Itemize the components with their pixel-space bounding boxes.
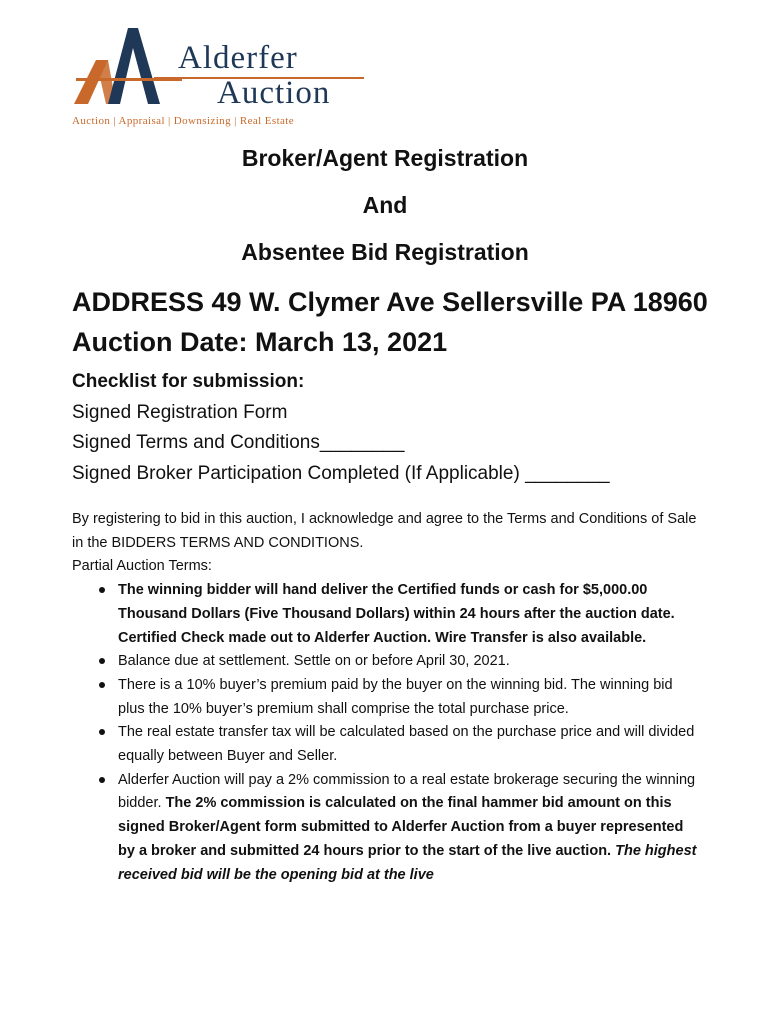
term-item	[72, 769, 702, 888]
checklist-item: Signed Terms and Conditions________	[72, 432, 405, 453]
intro-paragraph: By registering to bid in this auction, I acknowledge and agree to the Terms and Conditions of Sale in the BIDDERS TERMS AND CONDITIONS.	[72, 511, 697, 551]
submission-checklist	[72, 367, 610, 489]
address-line: ADDRESS 49 W. Clymer Ave Sellersville PA 18960	[72, 287, 708, 317]
term-text-bold-italic: The highest received bid will be the opening bid at the live	[118, 842, 697, 883]
terms-section	[72, 508, 702, 887]
title-line-1: Broker/Agent Registration	[241, 145, 529, 171]
property-heading	[72, 282, 708, 362]
checklist-item: Signed Registration Form	[72, 401, 288, 423]
title-line-3: Absentee Bid Registration	[241, 239, 529, 265]
auction-date-line: Auction Date: March 13, 2021	[72, 327, 448, 357]
form-titles	[0, 140, 770, 281]
partial-terms-label: Partial Auction Terms:	[72, 558, 212, 575]
logo-tagline: Auction | Appraisal | Downsizing | Real Estate	[72, 115, 295, 127]
term-text: Alderfer Auction will pay a 2% commission to a real estate brokerage securing the winning bidder.	[118, 771, 696, 812]
term-item: The winning bidder will hand deliver the Certified funds or cash for $5,000.00 Thousand Dollars (Five Thousand Dollars) within 24 hours after the auction date. Certified Check made out to Alderfer Auction. Wire Transfer is also available.	[72, 579, 702, 650]
logo-word-auction: Auction	[217, 75, 331, 111]
checklist-heading: Checklist for submission:	[72, 371, 305, 392]
company-logo	[72, 26, 372, 130]
terms-list	[72, 579, 702, 887]
title-line-2: And	[362, 192, 408, 218]
term-text-bold: The 2% commission is calculated on the final hammer bid amount on this signed Broker/Agent form submitted to Alderfer Auction from a buyer represented by a broker and submitted 24 hours prior to the start of the live auction.	[118, 795, 684, 859]
checklist-item: Signed Broker Participation Completed (If Applicable) ________	[72, 462, 610, 484]
term-item: The real estate transfer tax will be calculated based on the purchase price and will divided equally between Buyer and Seller.	[72, 721, 702, 768]
term-item: There is a 10% buyer’s premium paid by the buyer on the winning bid. The winning bid plus the 10% buyer’s premium shall comprise the total purchase price.	[72, 674, 702, 721]
logo-a-mark-icon	[72, 26, 182, 108]
logo-word-alderfer: Alderfer	[178, 40, 298, 76]
term-item: Balance due at settlement. Settle on or before April 30, 2021.	[72, 650, 702, 674]
